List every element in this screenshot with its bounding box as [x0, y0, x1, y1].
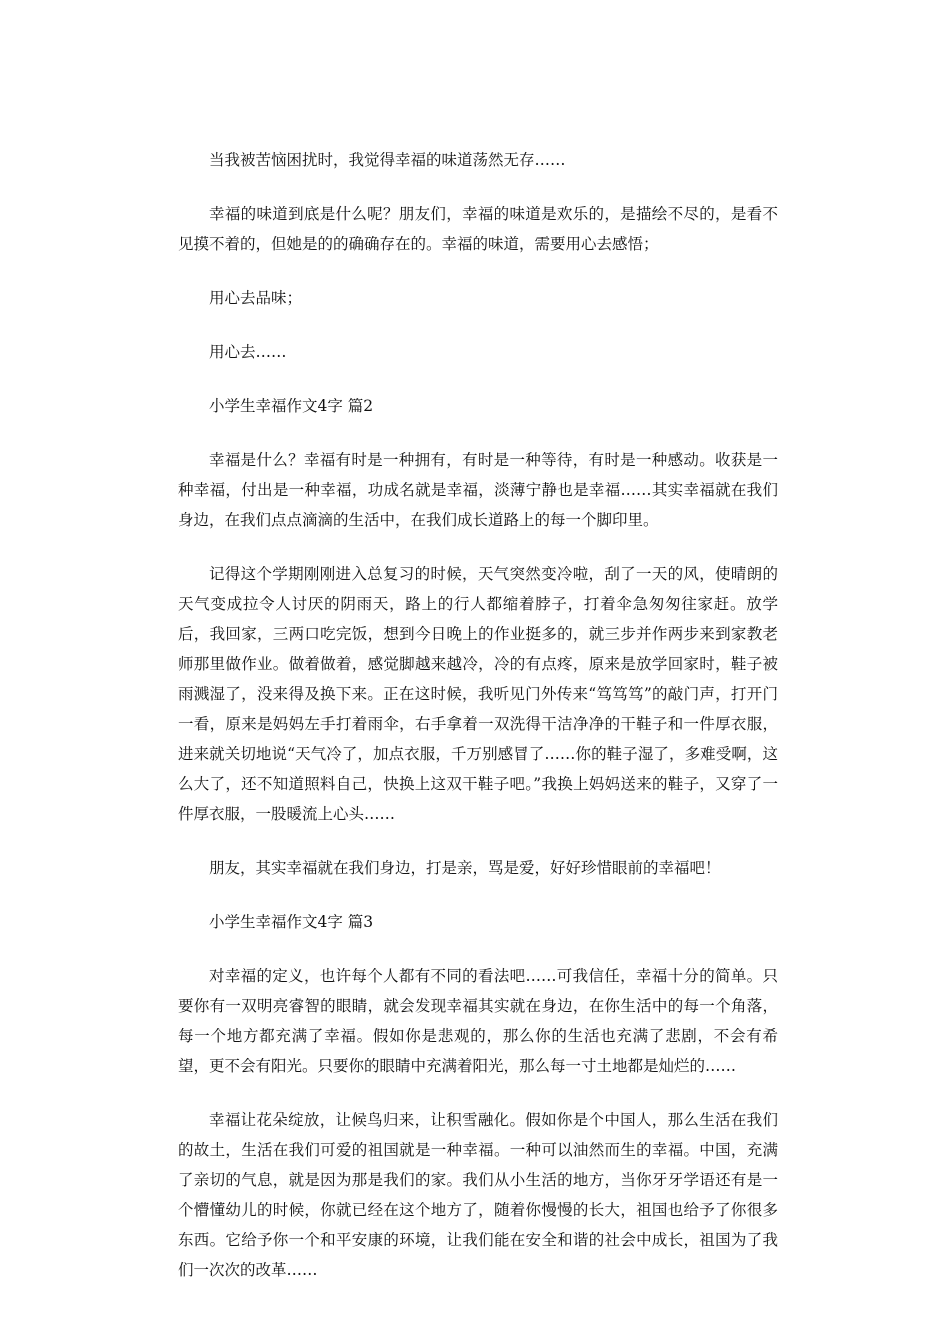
paragraph: 用心去…… [209, 343, 287, 361]
section-heading: 小学生幸福作文4字 篇2 [209, 397, 374, 415]
paragraph: 幸福让花朵绽放，让候鸟归来，让积雪融化。假如你是个中国人，那么生活在我们的故土，生活在我们可爱的祖国就是一种幸福。一种可以油然而生的幸福。中国，充满了亲切的气息，就是因为那是我们的家。我们从小生活的地方，当你牙牙学语还有是一个懵懂幼儿的时候，你就已经在这个地方了，随着你慢慢的长大，祖国也给予了你很多东西。它给予你一个和平安康的环境，让我们能在安全和谐的社会中成长，祖国为了我们一次次的改革…… [178, 1111, 778, 1279]
paragraph: 幸福是什么？幸福有时是一种拥有，有时是一种等待，有时是一种感动。收获是一种幸福，付出是一种幸福，功成名就是幸福，淡薄宁静也是幸福……其实幸福就在我们身边，在我们点点滴滴的生活中，在我们成长道路上的每一个脚印里。 [178, 451, 778, 529]
paragraph: 记得这个学期刚刚进入总复习的时候，天气突然变冷啦，刮了一天的风，使晴朗的天气变成拉令人讨厌的阴雨天，路上的行人都缩着脖子，打着伞急匆匆往家赶。放学后，我回家，三两口吃完饭，想到今日晚上的作业挺多的，就三步并作两步来到家教老师那里做作业。做着做着，感觉脚越来越冷，冷的有点疼，原来是放学回家时，鞋子被雨溅湿了，没来得及换下来。正在这时候，我听见门外传来“笃笃笃”的敲门声，打开门一看，原来是妈妈左手打着雨伞，右手拿着一双洗得干洁净净的干鞋子和一件厚衣服，进来就关切地说“天气冷了，加点衣服，千万别感冒了……你的鞋子湿了，多难受啊，这么大了，还不知道照料自己，快换上这双干鞋子吧。”我换上妈妈送来的鞋子，又穿了一件厚衣服，一股暖流上心头…… [178, 565, 778, 823]
paragraph: 当我被苦恼困扰时，我觉得幸福的味道荡然无存…… [209, 151, 566, 169]
document-body [178, 145, 778, 1309]
paragraph: 朋友，其实幸福就在我们身边，打是亲，骂是爱，好好珍惜眼前的幸福吧！ [209, 859, 721, 877]
paragraph: 对幸福的定义，也许每个人都有不同的看法吧……可我信任，幸福十分的简单。只要你有一双明亮睿智的眼睛，就会发现幸福其实就在身边，在你生活中的每一个角落，每一个地方都充满了幸福。假如你是悲观的，那么你的生活也充满了悲剧，不会有希望，更不会有阳光。只要你的眼睛中充满着阳光，那么每一寸土地都是灿烂的…… [178, 967, 778, 1075]
section-heading: 小学生幸福作文4字 篇3 [209, 913, 374, 931]
paragraph: 幸福的味道到底是什么呢？朋友们，幸福的味道是欢乐的，是描绘不尽的，是看不见摸不着的，但她是的的确确存在的。幸福的味道，需要用心去感悟； [178, 205, 778, 253]
paragraph: 用心去品味； [209, 289, 303, 307]
